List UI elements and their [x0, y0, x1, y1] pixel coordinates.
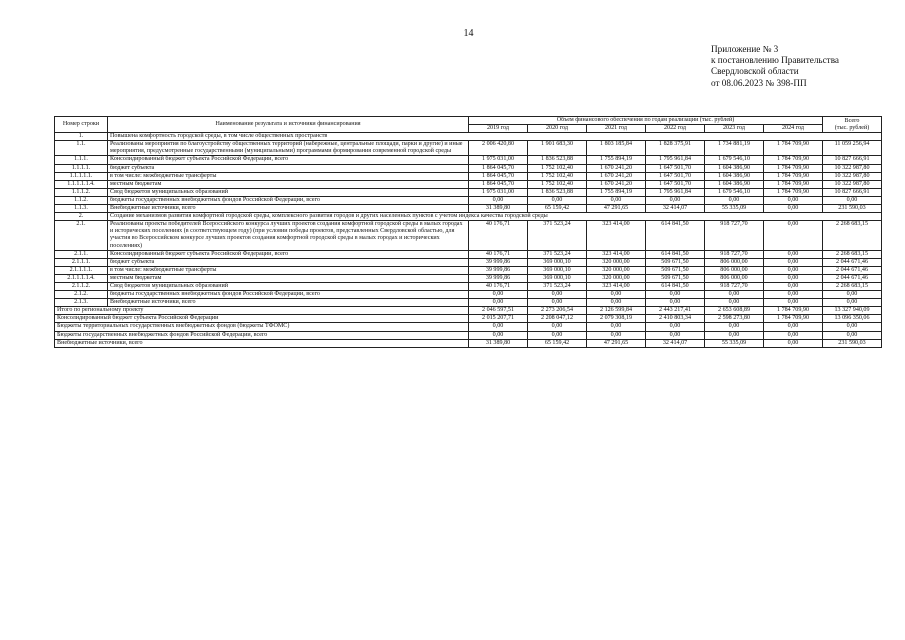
year-value-cell: 614 841,50 [646, 282, 705, 290]
year-value-cell: 1 604 386,90 [705, 164, 764, 172]
year-value-cell: 1 784 709,90 [764, 156, 823, 164]
year-value-cell: 0,00 [764, 291, 823, 299]
year-value-cell: 0,00 [646, 291, 705, 299]
table-row [55, 164, 882, 172]
table-row [55, 221, 882, 250]
year-value-cell: 371 523,24 [528, 282, 587, 290]
year-value-cell: 1 784 709,90 [764, 315, 823, 323]
summary-row [55, 323, 882, 331]
year-value-cell: 320 000,00 [587, 266, 646, 274]
row-number-cell: 1.1.1. [55, 156, 108, 164]
row-name-cell: Свод бюджетов муниципальных образований [108, 188, 469, 196]
year-value-cell: 31 389,80 [469, 205, 528, 213]
year-value-cell: 0,00 [469, 323, 528, 331]
total-value-cell: 0,00 [823, 196, 882, 204]
table-row [55, 205, 882, 213]
total-value-cell: 0,00 [823, 331, 882, 339]
year-value-cell: 0,00 [528, 299, 587, 307]
year-value-cell: 1 679 546,10 [705, 156, 764, 164]
total-value-cell: 10 322 987,80 [823, 164, 882, 172]
year-value-cell: 32 414,07 [646, 339, 705, 347]
year-value-cell: 0,00 [528, 196, 587, 204]
annex-date: от 08.06.2023 № 398-ПП [711, 77, 807, 88]
table-row [55, 141, 882, 156]
table-row [55, 274, 882, 282]
volume-header: Объем финансового обеспечения по годам реализации (тыс. рублей) [469, 117, 823, 125]
year-value-cell: 0,00 [646, 299, 705, 307]
section-title-cell: Повышена комфортность городской среды, в том числе общественных пространств [108, 133, 882, 141]
year-value-cell: 0,00 [528, 291, 587, 299]
year-value-cell: 0,00 [705, 196, 764, 204]
row-name-cell: Консолидированный бюджет субъекта Российской Федерации, всего [108, 156, 469, 164]
summary-name-cell: Итого по региональному проекту [55, 307, 469, 315]
year-value-cell: 369 000,10 [528, 258, 587, 266]
year-value-cell: 1 604 386,90 [705, 172, 764, 180]
year-value-cell: 1 836 523,88 [528, 156, 587, 164]
year-value-cell: 0,00 [764, 196, 823, 204]
year-value-cell: 0,00 [469, 299, 528, 307]
year-value-cell: 2 443 217,41 [646, 307, 705, 315]
year-value-cell: 2 273 206,54 [528, 307, 587, 315]
row-name-cell: бюджеты государственных внебюджетных фондов Российской Федерации, всего [108, 291, 469, 299]
year-value-cell: 0,00 [646, 331, 705, 339]
year-value-cell: 1 784 709,90 [764, 172, 823, 180]
year-value-cell: 40 176,71 [469, 221, 528, 250]
year-value-cell: 614 841,50 [646, 250, 705, 258]
year-value-cell: 323 414,00 [587, 250, 646, 258]
year-value-cell: 918 727,70 [705, 221, 764, 250]
summary-name-cell: Консолидированный бюджет субъекта Российской Федерации [55, 315, 469, 323]
row-number-cell: 1.1.1.1.1. [55, 172, 108, 180]
year-value-cell: 0,00 [587, 331, 646, 339]
page-number: 14 [463, 28, 474, 39]
summary-name-cell: Бюджеты территориальных государственных внебюджетных фондов (бюджеты ТФОМС) [55, 323, 469, 331]
summary-row [55, 315, 882, 323]
year-value-cell: 371 523,24 [528, 250, 587, 258]
row-name-cell: Внебюджетные источники, всего [108, 205, 469, 213]
table-row [55, 172, 882, 180]
year-value-cell: 1 755 894,19 [587, 156, 646, 164]
total-value-cell: 10 827 666,91 [823, 188, 882, 196]
financing-table [54, 116, 882, 348]
row-name-cell: Реализованы мероприятия по благоустройству общественных территорий (набережные, центральные площади, парки и другие) и иные мероприятия, предусмотренные государственными (муниципальными) программами формирования современной городской среды [108, 141, 469, 156]
row-name-cell: в том числе: межбюджетные трансферты [108, 266, 469, 274]
table-row [55, 266, 882, 274]
year-value-cell: 1 734 881,19 [705, 141, 764, 156]
year-value-cell: 2 208 047,12 [528, 315, 587, 323]
year-value-cell: 65 159,42 [528, 339, 587, 347]
row-number-cell: 1.1. [55, 141, 108, 156]
row-number-cell: 1.1.1.2. [55, 188, 108, 196]
year-value-cell: 40 176,71 [469, 250, 528, 258]
year-value-cell: 0,00 [764, 339, 823, 347]
summary-row [55, 331, 882, 339]
total-value-cell: 11 059 256,94 [823, 141, 882, 156]
year-value-cell: 0,00 [646, 323, 705, 331]
year-value-cell: 0,00 [764, 323, 823, 331]
row-name-cell: Реализованы проекты победителей Всероссийского конкурса лучших проектов создания комфортной городской среды в малых городах и исторических поселениях (в соответствующем году) (при условии победы проектов, представленных Свердловской областью, для участия во Всероссийском конкурсе лучших проектов создания комфортной городской среды в малых городах и исторических поселениях) [108, 221, 469, 250]
annex-reference: к постановлению Правительства [711, 55, 839, 66]
year-header: 2021 год [587, 125, 646, 133]
year-value-cell: 0,00 [764, 221, 823, 250]
year-header: 2023 год [705, 125, 764, 133]
year-value-cell: 320 000,00 [587, 258, 646, 266]
year-header: 2019 год [469, 125, 528, 133]
row-name-cell: в том числе: межбюджетные трансферты [108, 172, 469, 180]
year-value-cell: 0,00 [764, 205, 823, 213]
year-value-cell: 1 795 961,84 [646, 188, 705, 196]
year-value-cell: 0,00 [646, 196, 705, 204]
table-row [55, 258, 882, 266]
year-value-cell: 0,00 [705, 291, 764, 299]
section-title-cell: Создание механизмов развития комфортной городской среды, комплексного развития городов и других населенных пунктов с учетом индекса качества городской среды [108, 213, 882, 221]
row-number-cell: 2.1.1.2. [55, 282, 108, 290]
year-value-cell: 1 670 241,20 [587, 172, 646, 180]
row-number-cell: 2.1.1.1.1. [55, 266, 108, 274]
year-value-cell: 39 999,86 [469, 258, 528, 266]
row-name-cell: бюджет субъекта [108, 258, 469, 266]
year-value-cell: 320 000,00 [587, 274, 646, 282]
year-header: 2024 год [764, 125, 823, 133]
row-name-cell: Консолидированный бюджет субъекта Российской Федерации, всего [108, 250, 469, 258]
total-value-cell: 0,00 [823, 291, 882, 299]
year-value-cell: 1 784 709,90 [764, 188, 823, 196]
year-value-cell: 1 752 102,40 [528, 172, 587, 180]
year-value-cell: 806 000,00 [705, 266, 764, 274]
year-value-cell: 47 291,65 [587, 205, 646, 213]
row-number-cell: 2.1. [55, 221, 108, 250]
row-number-cell: 1.1.2. [55, 196, 108, 204]
year-value-cell: 1 975 031,00 [469, 156, 528, 164]
year-value-cell: 0,00 [705, 323, 764, 331]
section-row [55, 133, 882, 141]
summary-row [55, 339, 882, 347]
summary-name-cell: Внебюджетные источники, всего [55, 339, 469, 347]
year-value-cell: 40 176,71 [469, 282, 528, 290]
year-value-cell: 1 803 185,84 [587, 141, 646, 156]
row-number-cell: 2.1.1.1.1.4. [55, 274, 108, 282]
year-value-cell: 2 015 207,71 [469, 315, 528, 323]
year-value-cell: 323 414,00 [587, 282, 646, 290]
year-value-cell: 1 784 709,90 [764, 164, 823, 172]
total-value-cell: 10 322 987,80 [823, 172, 882, 180]
year-value-cell: 1 795 961,84 [646, 156, 705, 164]
table-row [55, 250, 882, 258]
row-number-cell: 2.1.3. [55, 299, 108, 307]
year-value-cell: 2 079 308,19 [587, 315, 646, 323]
year-value-cell: 47 291,65 [587, 339, 646, 347]
row-name-cell: бюджеты государственных внебюджетных фондов Российской Федерации, всего [108, 196, 469, 204]
year-value-cell: 0,00 [764, 299, 823, 307]
year-value-cell: 2 410 803,34 [646, 315, 705, 323]
year-value-cell: 65 159,42 [528, 205, 587, 213]
total-value-cell: 0,00 [823, 299, 882, 307]
total-value-cell: 10 322 987,80 [823, 180, 882, 188]
year-value-cell: 509 671,50 [646, 274, 705, 282]
section-row [55, 213, 882, 221]
annex-header [711, 44, 839, 89]
row-number-cell: 2.1.2. [55, 291, 108, 299]
year-value-cell: 369 000,10 [528, 274, 587, 282]
year-value-cell: 1 679 546,10 [705, 188, 764, 196]
row-number-cell: 1. [55, 133, 108, 141]
row-number-header: Номер строки [55, 117, 108, 133]
year-value-cell: 39 999,86 [469, 274, 528, 282]
year-value-cell: 509 671,50 [646, 258, 705, 266]
year-value-cell: 1 828 375,91 [646, 141, 705, 156]
row-number-cell: 1.1.1.1.1.4. [55, 180, 108, 188]
year-value-cell: 0,00 [764, 282, 823, 290]
total-value-cell: 2 044 671,46 [823, 258, 882, 266]
year-value-cell: 1 975 031,00 [469, 188, 528, 196]
total-value-cell: 10 827 666,91 [823, 156, 882, 164]
total-header-line1: Всего [844, 117, 860, 124]
summary-row [55, 307, 882, 315]
total-header [823, 117, 882, 133]
total-value-cell: 2 268 683,15 [823, 282, 882, 290]
year-value-cell: 918 727,70 [705, 250, 764, 258]
year-value-cell: 0,00 [587, 291, 646, 299]
year-value-cell: 1 836 523,88 [528, 188, 587, 196]
year-value-cell: 0,00 [528, 323, 587, 331]
year-value-cell: 1 864 045,70 [469, 172, 528, 180]
table-row [55, 188, 882, 196]
year-value-cell: 0,00 [587, 323, 646, 331]
name-header: Наименование результата и источники финансирования [108, 117, 469, 133]
year-value-cell: 0,00 [764, 258, 823, 266]
year-value-cell: 0,00 [469, 331, 528, 339]
table-body [55, 133, 882, 348]
row-name-cell: Свод бюджетов муниципальных образований [108, 282, 469, 290]
total-value-cell: 2 044 671,46 [823, 274, 882, 282]
year-value-cell: 614 841,50 [646, 221, 705, 250]
row-name-cell: бюджет субъекта [108, 164, 469, 172]
year-value-cell: 918 727,70 [705, 282, 764, 290]
total-value-cell: 2 044 671,46 [823, 266, 882, 274]
year-value-cell: 1 647 501,70 [646, 172, 705, 180]
year-value-cell: 2 046 597,51 [469, 307, 528, 315]
row-name-cell: местным бюджетам [108, 180, 469, 188]
year-header: 2020 год [528, 125, 587, 133]
year-value-cell: 806 000,00 [705, 258, 764, 266]
year-value-cell: 1 647 501,70 [646, 164, 705, 172]
total-value-cell: 2 268 683,15 [823, 250, 882, 258]
year-value-cell: 0,00 [764, 250, 823, 258]
year-value-cell: 1 755 894,19 [587, 188, 646, 196]
year-value-cell: 0,00 [764, 331, 823, 339]
year-value-cell: 0,00 [469, 196, 528, 204]
year-value-cell: 2 006 420,80 [469, 141, 528, 156]
year-value-cell: 0,00 [469, 291, 528, 299]
table-row [55, 299, 882, 307]
total-value-cell: 13 096 350,06 [823, 315, 882, 323]
row-number-cell: 2. [55, 213, 108, 221]
year-value-cell: 0,00 [764, 266, 823, 274]
year-value-cell: 0,00 [764, 274, 823, 282]
year-value-cell: 55 335,09 [705, 205, 764, 213]
row-number-cell: 2.1.1. [55, 250, 108, 258]
total-value-cell: 0,00 [823, 323, 882, 331]
year-value-cell: 806 000,00 [705, 274, 764, 282]
total-value-cell: 2 268 683,15 [823, 221, 882, 250]
year-value-cell: 1 604 386,90 [705, 180, 764, 188]
year-value-cell: 0,00 [705, 299, 764, 307]
total-value-cell: 13 327 940,09 [823, 307, 882, 315]
total-value-cell: 231 590,03 [823, 339, 882, 347]
row-name-cell: Внебюджетные источники, всего [108, 299, 469, 307]
year-value-cell: 323 414,00 [587, 221, 646, 250]
year-value-cell: 0,00 [587, 299, 646, 307]
year-value-cell: 55 335,09 [705, 339, 764, 347]
year-value-cell: 1 752 102,40 [528, 164, 587, 172]
year-value-cell: 31 389,80 [469, 339, 528, 347]
year-value-cell: 1 647 501,70 [646, 180, 705, 188]
year-value-cell: 0,00 [528, 331, 587, 339]
header-row [55, 117, 882, 125]
year-value-cell: 2 126 599,84 [587, 307, 646, 315]
year-header: 2022 год [646, 125, 705, 133]
year-value-cell: 39 999,86 [469, 266, 528, 274]
year-value-cell: 1 864 045,70 [469, 164, 528, 172]
table-row [55, 291, 882, 299]
row-name-cell: местным бюджетам [108, 274, 469, 282]
annex-title: Приложение № 3 [711, 44, 779, 54]
year-value-cell: 2 598 273,80 [705, 315, 764, 323]
year-value-cell: 369 000,10 [528, 266, 587, 274]
table-row [55, 156, 882, 164]
table-row [55, 196, 882, 204]
row-number-cell: 2.1.1.1. [55, 258, 108, 266]
year-value-cell: 1 784 709,90 [764, 307, 823, 315]
year-value-cell: 509 671,50 [646, 266, 705, 274]
year-value-cell: 1 864 045,70 [469, 180, 528, 188]
row-number-cell: 1.1.3. [55, 205, 108, 213]
year-value-cell: 32 414,07 [646, 205, 705, 213]
table-row [55, 282, 882, 290]
year-value-cell: 2 653 608,89 [705, 307, 764, 315]
year-value-cell: 371 523,24 [528, 221, 587, 250]
year-value-cell: 1 670 241,20 [587, 180, 646, 188]
year-value-cell: 1 784 709,90 [764, 141, 823, 156]
year-value-cell: 0,00 [705, 331, 764, 339]
annex-region: Свердловской области [711, 66, 799, 77]
table-row [55, 180, 882, 188]
total-value-cell: 231 590,03 [823, 205, 882, 213]
year-value-cell: 1 670 241,20 [587, 164, 646, 172]
year-value-cell: 1 752 102,40 [528, 180, 587, 188]
summary-name-cell: Бюджеты государственных внебюджетных фондов Российской Федерации, всего [55, 331, 469, 339]
year-value-cell: 1 901 683,30 [528, 141, 587, 156]
year-value-cell: 0,00 [587, 196, 646, 204]
year-value-cell: 1 784 709,90 [764, 180, 823, 188]
total-header-line2: (тыс. рублей) [834, 124, 870, 131]
row-number-cell: 1.1.1.1. [55, 164, 108, 172]
